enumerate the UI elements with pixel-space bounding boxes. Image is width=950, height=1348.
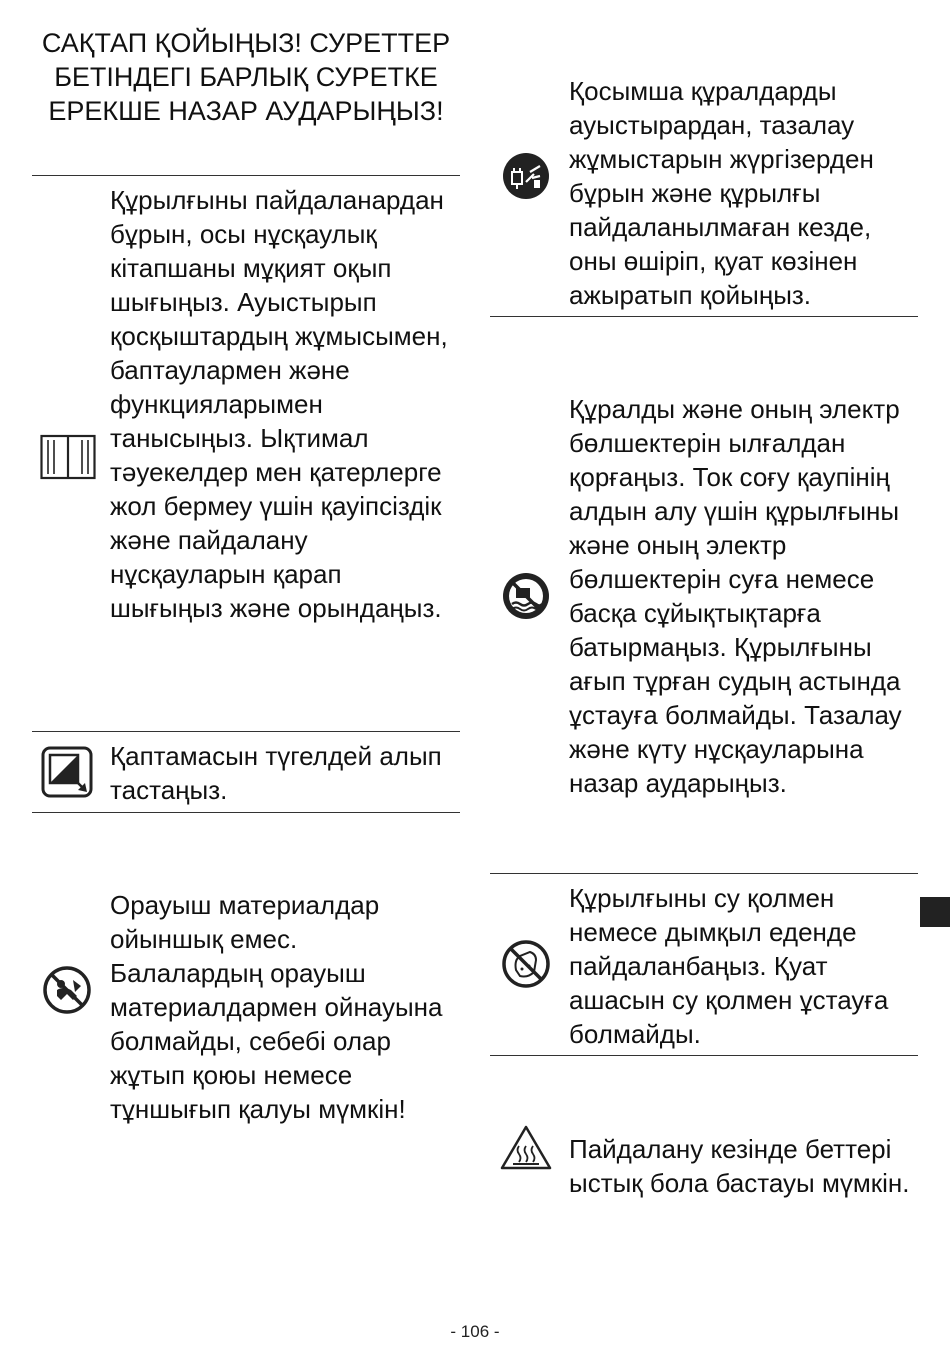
safety-header: САҚТАП ҚОЙЫҢЫЗ! СУРЕТТЕР БЕТІНДЕГІ БАРЛЫҚ СУРЕТКЕ ЕРЕКШЕ НАЗАР АУДАРЫҢЫЗ!	[41, 28, 451, 126]
no-wet-hands-icon	[502, 940, 550, 988]
divider	[490, 873, 918, 874]
divider	[490, 316, 918, 317]
unplug-icon	[502, 152, 550, 200]
no-child-play-text: Орауыш материалдар ойыншық емес. Балалардың орауыш материалдармен ойнауына болмайды, себебі олар жұтып қоюы немесе тұншығып қалуы мүмкін!	[110, 890, 443, 1124]
hot-surface-warning-icon	[500, 1124, 552, 1170]
no-water-immersion-icon	[502, 572, 550, 620]
no-water-immersion-text: Құралды және оның электр бөлшектерін ылғалдан қорғаңыз. Ток соғу қаупінің алдын алу үшін құрылғыны және оның электр бөлшектерін суға немесе басқа сұйықтықтарға батырмаңыз. Құрылғыны ағып тұрған судың астында ұстауға болмайды. Тазалау және күту нұсқауларына назар аударыңыз.	[569, 394, 902, 798]
page-number: - 106 -	[450, 1322, 500, 1341]
divider	[32, 175, 460, 176]
remove-packaging-text: Қаптамасын түгелдей алып тастаңыз.	[110, 741, 442, 805]
divider	[32, 731, 460, 732]
unplug-text: Қосымша құралдарды ауыстырардан, тазалау жұмыстарын жүргізерден бұрын және құрылғы пайдаланылмаған кезде, оны өшіріп, қуат көзінен ажыратып қойыңыз.	[569, 76, 874, 310]
no-child-play-icon	[43, 966, 91, 1014]
no-wet-hands-text: Құрылғыны су қолмен немесе дымқыл еденде пайдаланбаңыз. Қуат ашасын су қолмен ұстауға болмайды.	[569, 883, 889, 1049]
divider	[32, 812, 460, 813]
read-manual-text: Құрылғыны пайдаланардан бұрын, осы нұсқаулық кітапшаны мұқият оқып шығыңыз. Ауыстырып қосқыштардың жұмысымен, баптаулармен және функцияларымен танысыңыз. Ықтимал тәуекелдер мен қатерлерге жол бермеу үшін қауіпсіздік және пайдалану нұсқауларын қарап шығыңыз және орындаңыз.	[110, 185, 448, 623]
divider	[490, 1055, 918, 1056]
remove-packaging-icon	[41, 746, 93, 798]
hot-surface-text: Пайдалану кезінде беттері ыстық бола бастауы мүмкін.	[569, 1134, 910, 1198]
open-book-icon	[40, 434, 96, 480]
section-tab-marker	[920, 897, 950, 927]
